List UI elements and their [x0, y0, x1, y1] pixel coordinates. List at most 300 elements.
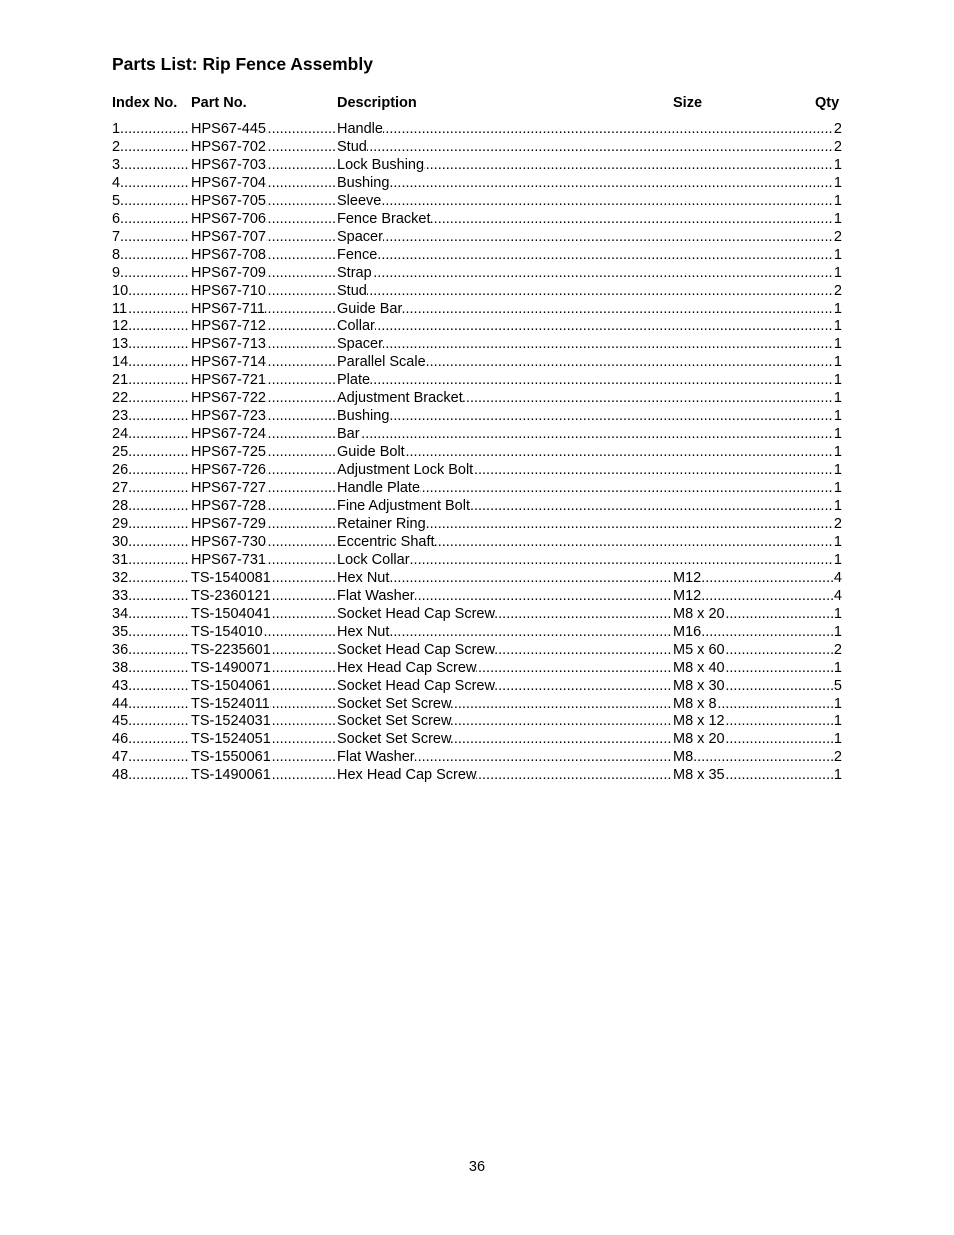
table-row — [112, 731, 842, 749]
qty-cell — [833, 462, 842, 480]
index-cell — [112, 516, 188, 534]
description-cell — [337, 247, 832, 265]
part-number-cell — [191, 534, 335, 552]
index-cell-text: 48 — [112, 767, 129, 784]
index-cell — [112, 606, 188, 624]
size-cell — [673, 660, 835, 678]
size-cell-text: M8 x 40 — [673, 659, 725, 676]
index-cell — [112, 570, 188, 588]
qty-cell — [833, 390, 842, 408]
part-number-cell-text: TS-154010 — [191, 623, 263, 640]
part-number-cell — [191, 247, 335, 265]
index-cell — [112, 696, 188, 714]
part-number-cell-text: HPS67-445 — [191, 121, 266, 137]
part-number-cell — [191, 606, 335, 624]
table-row — [112, 660, 842, 678]
part-number-cell — [191, 767, 335, 785]
description-cell-text: Spacer — [337, 336, 383, 353]
index-cell-text: 7 — [112, 228, 121, 245]
index-cell-text: 6 — [112, 210, 121, 227]
qty-cell-text: 1 — [833, 713, 842, 730]
part-number-cell-text: HPS67-706 — [191, 210, 266, 227]
index-cell-text: 33 — [112, 587, 129, 604]
size-cell — [673, 570, 835, 588]
part-number-cell — [191, 372, 335, 390]
table-row — [112, 175, 842, 193]
description-cell — [337, 175, 832, 193]
part-number-cell — [191, 121, 335, 139]
description-cell-text: Flat Washer — [337, 587, 415, 604]
qty-cell-text: 4 — [833, 587, 842, 604]
description-cell-text: Bushing — [337, 408, 390, 425]
part-number-cell-text: HPS67-724 — [191, 426, 266, 443]
index-cell — [112, 749, 188, 767]
part-number-cell — [191, 696, 335, 714]
index-cell-text: 9 — [112, 264, 121, 281]
index-cell-text: 36 — [112, 641, 129, 658]
index-cell-text: 23 — [112, 408, 129, 425]
qty-cell — [833, 175, 842, 193]
qty-cell — [833, 749, 842, 767]
index-cell-text: 27 — [112, 480, 129, 497]
part-number-cell-text: HPS67-730 — [191, 533, 266, 550]
index-cell-text: 30 — [112, 533, 129, 550]
qty-cell-text: 1 — [833, 354, 842, 371]
table-row — [112, 588, 842, 606]
qty-cell — [833, 426, 842, 444]
qty-cell — [833, 354, 842, 372]
qty-cell — [833, 480, 842, 498]
qty-cell-text: 1 — [833, 551, 842, 568]
size-cell-text: M8 x 8 — [673, 695, 717, 712]
index-cell-text: 3 — [112, 156, 121, 173]
column-header-qty: Qty — [815, 95, 840, 111]
part-number-cell-text: HPS67-708 — [191, 246, 266, 263]
page-title: Parts List: Rip Fence Assembly — [112, 54, 373, 74]
index-cell-text: 34 — [112, 605, 129, 622]
size-cell-text: M8 x 12 — [673, 713, 725, 730]
description-cell — [337, 354, 832, 372]
table-row — [112, 624, 842, 642]
qty-cell — [833, 552, 842, 570]
index-cell-text: 32 — [112, 569, 129, 586]
qty-cell — [833, 121, 842, 139]
table-row — [112, 283, 842, 301]
index-cell-text: 38 — [112, 659, 129, 676]
size-cell — [673, 642, 835, 660]
table-row — [112, 211, 842, 229]
qty-cell-text: 1 — [833, 498, 842, 515]
part-number-cell-text: HPS67-704 — [191, 174, 266, 191]
qty-cell — [833, 265, 842, 283]
table-row — [112, 498, 842, 516]
size-cell — [673, 624, 835, 642]
part-number-cell — [191, 570, 335, 588]
qty-cell-text: 1 — [833, 462, 842, 479]
description-cell-text: Retainer Ring — [337, 515, 426, 532]
description-cell — [337, 660, 672, 678]
qty-cell — [833, 660, 842, 678]
qty-cell — [833, 570, 842, 588]
index-cell — [112, 444, 188, 462]
table-row — [112, 139, 842, 157]
qty-cell-text: 1 — [833, 336, 842, 353]
description-cell-text: Handle — [337, 121, 383, 137]
index-cell — [112, 408, 188, 426]
qty-cell-text: 2 — [833, 121, 842, 137]
description-cell-text: Fence Bracket — [337, 210, 431, 227]
qty-cell-text: 1 — [833, 318, 842, 335]
table-row — [112, 606, 842, 624]
qty-cell-text: 1 — [833, 533, 842, 550]
qty-cell-text: 1 — [833, 695, 842, 712]
index-cell-text: 22 — [112, 390, 129, 407]
description-cell — [337, 749, 672, 767]
qty-cell — [833, 229, 842, 247]
description-cell — [337, 678, 672, 696]
index-cell — [112, 678, 188, 696]
description-cell-text: Socket Head Cap Screw — [337, 605, 495, 622]
part-number-cell — [191, 731, 335, 749]
part-number-cell — [191, 480, 335, 498]
index-cell-text: 13 — [112, 336, 129, 353]
qty-cell — [833, 696, 842, 714]
index-cell — [112, 336, 188, 354]
description-cell-text: Collar — [337, 318, 375, 335]
size-cell — [673, 606, 835, 624]
description-cell — [337, 642, 672, 660]
part-number-cell — [191, 301, 335, 319]
qty-cell-text: 2 — [833, 515, 842, 532]
index-cell-text: 29 — [112, 515, 129, 532]
size-cell — [673, 678, 835, 696]
part-number-cell-text: HPS67-702 — [191, 138, 266, 155]
index-cell — [112, 139, 188, 157]
qty-cell-text: 1 — [833, 444, 842, 461]
description-cell-text: Hex Nut — [337, 569, 390, 586]
size-cell — [673, 696, 835, 714]
part-number-cell-text: TS-2360121 — [191, 587, 271, 604]
index-cell — [112, 426, 188, 444]
qty-cell-text: 1 — [833, 623, 842, 640]
description-cell — [337, 193, 832, 211]
table-row — [112, 318, 842, 336]
description-cell-text: Socket Set Screw — [337, 695, 452, 712]
part-number-cell-text: HPS67-714 — [191, 354, 266, 371]
size-cell-text: M12 — [673, 587, 702, 604]
part-number-cell — [191, 265, 335, 283]
part-number-cell-text: TS-1524031 — [191, 713, 271, 730]
part-number-cell — [191, 462, 335, 480]
description-cell-text: Lock Collar — [337, 551, 410, 568]
index-cell-text: 28 — [112, 498, 129, 515]
description-cell-text: Sleeve — [337, 192, 382, 209]
index-cell — [112, 588, 188, 606]
table-row — [112, 534, 842, 552]
qty-cell-text: 5 — [833, 677, 842, 694]
index-cell-text: 47 — [112, 749, 129, 766]
table-row — [112, 696, 842, 714]
part-number-cell — [191, 408, 335, 426]
part-number-cell-text: TS-1540081 — [191, 569, 271, 586]
index-cell-text: 2 — [112, 138, 121, 155]
part-number-cell — [191, 660, 335, 678]
description-cell-text: Socket Head Cap Screw — [337, 677, 495, 694]
size-cell-text: M5 x 60 — [673, 641, 725, 658]
index-cell-text: 12 — [112, 318, 129, 335]
qty-cell-text: 1 — [833, 390, 842, 407]
part-number-cell — [191, 624, 335, 642]
description-cell — [337, 444, 832, 462]
table-row — [112, 372, 842, 390]
parts-list-table — [112, 121, 842, 785]
description-cell-text: Guide Bar — [337, 300, 403, 317]
part-number-cell — [191, 678, 335, 696]
description-cell-text: Stud — [337, 138, 367, 155]
qty-cell-text: 2 — [833, 641, 842, 658]
description-cell-text: Fine Adjustment Bolt — [337, 498, 470, 515]
description-cell — [337, 283, 832, 301]
description-cell — [337, 301, 832, 319]
table-row — [112, 426, 842, 444]
part-number-cell — [191, 552, 335, 570]
description-cell — [337, 390, 832, 408]
description-cell — [337, 480, 832, 498]
part-number-cell — [191, 157, 335, 175]
index-cell-text: 5 — [112, 192, 121, 209]
size-cell-text: M12 — [673, 569, 702, 586]
qty-cell — [833, 408, 842, 426]
part-number-cell — [191, 283, 335, 301]
description-cell — [337, 372, 832, 390]
index-cell-text: 44 — [112, 695, 129, 712]
qty-cell-text: 1 — [833, 210, 842, 227]
description-cell-text: Adjustment Lock Bolt — [337, 462, 474, 479]
description-cell — [337, 731, 672, 749]
qty-cell — [833, 678, 842, 696]
index-cell — [112, 175, 188, 193]
part-number-cell-text: HPS67-710 — [191, 282, 266, 299]
qty-cell-text: 1 — [833, 372, 842, 389]
description-cell-text: Guide Bolt — [337, 444, 405, 461]
qty-cell — [833, 283, 842, 301]
index-cell — [112, 731, 188, 749]
description-cell — [337, 318, 832, 336]
description-cell-text: Hex Head Cap Screw — [337, 767, 477, 784]
part-number-cell-text: TS-1504061 — [191, 677, 271, 694]
table-row — [112, 480, 842, 498]
part-number-cell-text: HPS67-725 — [191, 444, 266, 461]
table-row — [112, 157, 842, 175]
table-row — [112, 247, 842, 265]
description-cell — [337, 534, 832, 552]
qty-cell — [833, 767, 842, 785]
description-cell — [337, 696, 672, 714]
description-cell-text: Socket Set Screw — [337, 731, 452, 748]
index-cell-text: 26 — [112, 462, 129, 479]
size-cell-text: M8 — [673, 749, 694, 766]
index-cell — [112, 229, 188, 247]
index-cell-text: 4 — [112, 174, 121, 191]
part-number-cell-text: HPS67-722 — [191, 390, 266, 407]
index-cell-text: 45 — [112, 713, 129, 730]
qty-cell-text: 2 — [833, 749, 842, 766]
qty-cell-text: 1 — [833, 659, 842, 676]
table-row — [112, 462, 842, 480]
qty-cell — [833, 516, 842, 534]
index-cell-text: 35 — [112, 623, 129, 640]
index-cell — [112, 767, 188, 785]
description-cell — [337, 211, 832, 229]
qty-cell — [833, 193, 842, 211]
qty-cell-text: 1 — [833, 264, 842, 281]
size-cell-text: M8 x 35 — [673, 767, 725, 784]
description-cell — [337, 336, 832, 354]
index-cell — [112, 247, 188, 265]
column-header-part-no: Part No. — [191, 95, 247, 111]
column-header-size: Size — [673, 95, 703, 111]
part-number-cell-text: HPS67-713 — [191, 336, 266, 353]
index-cell-text: 14 — [112, 354, 129, 371]
part-number-cell-text: TS-1490061 — [191, 767, 271, 784]
qty-cell — [833, 713, 842, 731]
part-number-cell — [191, 211, 335, 229]
description-cell-text: Socket Set Screw — [337, 713, 452, 730]
column-header-index: Index No. — [112, 95, 178, 111]
column-header-description: Description — [337, 95, 417, 111]
part-number-cell-text: HPS67-707 — [191, 228, 266, 245]
description-cell-text: Parallel Scale — [337, 354, 426, 371]
size-cell — [673, 731, 835, 749]
description-cell — [337, 426, 832, 444]
index-cell-text: 10 — [112, 282, 129, 299]
index-cell — [112, 498, 188, 516]
index-cell — [112, 480, 188, 498]
index-cell-text: 25 — [112, 444, 129, 461]
table-row — [112, 678, 842, 696]
description-cell — [337, 606, 672, 624]
description-cell — [337, 462, 832, 480]
index-cell — [112, 301, 188, 319]
qty-cell — [833, 624, 842, 642]
part-number-cell-text: HPS67-711 — [191, 300, 265, 317]
index-cell — [112, 642, 188, 660]
table-row — [112, 570, 842, 588]
description-cell — [337, 588, 672, 606]
size-cell — [673, 767, 835, 785]
qty-cell — [833, 498, 842, 516]
part-number-cell-text: TS-1504041 — [191, 605, 271, 622]
index-cell — [112, 534, 188, 552]
description-cell-text: Spacer — [337, 228, 383, 245]
index-cell — [112, 390, 188, 408]
index-cell — [112, 283, 188, 301]
index-cell — [112, 713, 188, 731]
description-cell — [337, 229, 832, 247]
part-number-cell — [191, 336, 335, 354]
qty-cell — [833, 642, 842, 660]
qty-cell-text: 2 — [833, 138, 842, 155]
table-row — [112, 767, 842, 785]
size-cell — [673, 749, 835, 767]
index-cell-text: 46 — [112, 731, 129, 748]
index-cell-text: 8 — [112, 246, 121, 263]
index-cell-text: 11 — [112, 300, 128, 317]
page-number: 36 — [468, 1159, 486, 1175]
table-row — [112, 749, 842, 767]
table-row — [112, 336, 842, 354]
qty-cell — [833, 139, 842, 157]
part-number-cell — [191, 175, 335, 193]
part-number-cell-text: HPS67-712 — [191, 318, 266, 335]
index-cell — [112, 552, 188, 570]
part-number-cell-text: TS-1524051 — [191, 731, 271, 748]
index-cell-text: 43 — [112, 677, 129, 694]
part-number-cell-text: HPS67-721 — [191, 372, 266, 389]
part-number-cell — [191, 516, 335, 534]
table-row — [112, 713, 842, 731]
table-row — [112, 408, 842, 426]
qty-cell — [833, 211, 842, 229]
qty-cell-text: 1 — [833, 174, 842, 191]
qty-cell-text: 1 — [833, 408, 842, 425]
description-cell-text: Fence — [337, 246, 378, 263]
qty-cell-text: 1 — [833, 156, 842, 173]
part-number-cell-text: HPS67-705 — [191, 192, 266, 209]
part-number-cell-text: TS-1524011 — [191, 695, 270, 712]
index-cell — [112, 265, 188, 283]
index-cell-text: 24 — [112, 426, 129, 443]
description-cell — [337, 408, 832, 426]
qty-cell-text: 1 — [833, 192, 842, 209]
qty-cell — [833, 444, 842, 462]
qty-cell-text: 1 — [833, 246, 842, 263]
qty-cell — [833, 372, 842, 390]
qty-cell — [833, 534, 842, 552]
index-cell-text: 31 — [112, 551, 129, 568]
part-number-cell-text: TS-1550061 — [191, 749, 271, 766]
qty-cell — [833, 157, 842, 175]
size-cell-text: M8 x 20 — [673, 605, 725, 622]
part-number-cell — [191, 426, 335, 444]
description-cell-text: Bar — [337, 426, 360, 443]
part-number-cell-text: HPS67-728 — [191, 498, 266, 515]
index-cell — [112, 193, 188, 211]
size-cell-text: M16 — [673, 623, 702, 640]
description-cell-text: Hex Nut — [337, 623, 390, 640]
index-cell — [112, 462, 188, 480]
qty-cell — [833, 301, 842, 319]
table-row — [112, 301, 842, 319]
index-cell — [112, 211, 188, 229]
part-number-cell-text: TS-1490071 — [191, 659, 271, 676]
description-cell — [337, 157, 832, 175]
qty-cell — [833, 247, 842, 265]
table-row — [112, 229, 842, 247]
description-cell — [337, 139, 832, 157]
part-number-cell — [191, 390, 335, 408]
description-cell — [337, 121, 832, 139]
part-number-cell — [191, 193, 335, 211]
description-cell — [337, 624, 672, 642]
part-number-cell — [191, 642, 335, 660]
description-cell-text: Hex Head Cap Screw — [337, 659, 477, 676]
table-row — [112, 354, 842, 372]
part-number-cell — [191, 318, 335, 336]
table-row — [112, 121, 842, 139]
description-cell-text: Stud — [337, 282, 367, 299]
qty-cell — [833, 731, 842, 749]
